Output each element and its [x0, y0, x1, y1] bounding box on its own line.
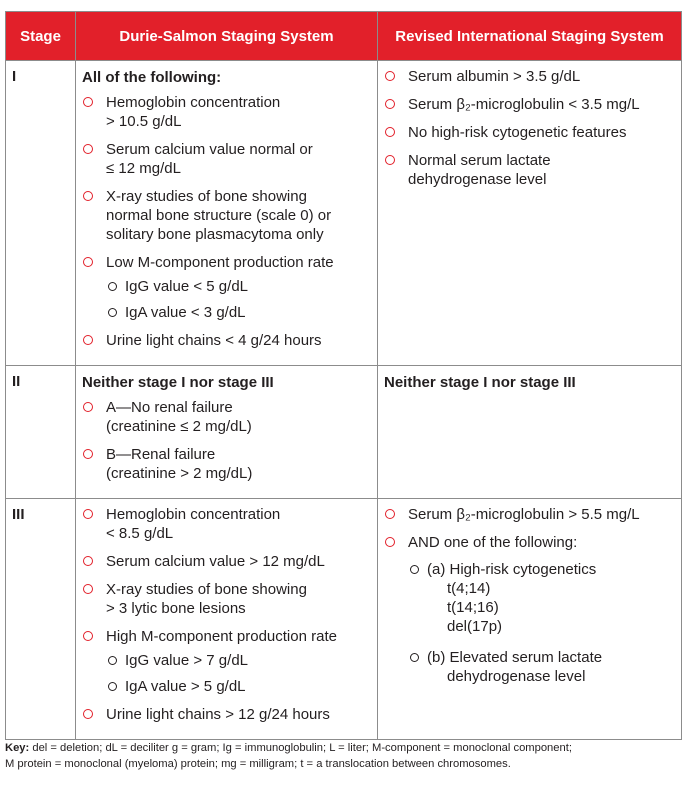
criteria-text: Hemoglobin concentration > 10.5 g/dL — [106, 94, 281, 130]
criteria-item — [384, 533, 675, 686]
red-circle-bullet-icon — [83, 257, 93, 267]
sub-criteria-list — [106, 651, 371, 696]
sub-criteria-text: (a) High-risk cytogenetics — [427, 561, 597, 578]
criteria-text: Urine light chains > 12 g/24 hours — [106, 706, 330, 723]
criteria-text: Low M-component production rate — [106, 254, 334, 271]
riss-cell — [378, 366, 682, 499]
sub-criteria-text: IgA value < 3 g/dL — [125, 304, 246, 321]
sub-criteria-list — [408, 560, 675, 686]
durie-salmon-cell — [76, 366, 378, 499]
red-circle-bullet-icon — [83, 97, 93, 107]
cell-lead: All of the following: — [82, 69, 222, 86]
sub-criteria-line: t(14;16) — [447, 599, 499, 616]
criteria-text: Serum calcium value > 12 mg/dL — [106, 553, 325, 570]
criteria-text: No high-risk cytogenetic features — [408, 124, 627, 141]
criteria-list — [82, 505, 371, 724]
criteria-list — [82, 93, 371, 350]
header-stage: Stage — [6, 12, 76, 61]
criteria-item — [82, 627, 371, 696]
criteria-text: Hemoglobin concentration < 8.5 g/dL — [106, 506, 281, 542]
criteria-item — [82, 705, 371, 724]
red-circle-bullet-icon — [83, 631, 93, 641]
header-riss: Revised International Staging System — [378, 12, 682, 61]
red-circle-bullet-icon — [385, 71, 395, 81]
key-label: Key: — [5, 742, 30, 754]
sub-criteria-item — [106, 677, 371, 696]
stage-label: I — [6, 61, 76, 366]
criteria-item — [82, 187, 371, 244]
criteria-text: X-ray studies of bone showing > 3 lytic bone lesions — [106, 581, 307, 617]
criteria-list — [384, 67, 675, 189]
criteria-item — [82, 93, 371, 131]
stage-label: II — [6, 366, 76, 499]
criteria-text: Normal serum lactate dehydrogenase level — [408, 152, 551, 188]
header-durie-salmon: Durie-Salmon Staging System — [76, 12, 378, 61]
red-circle-bullet-icon — [83, 509, 93, 519]
red-circle-bullet-icon — [83, 709, 93, 719]
staging-table — [5, 11, 682, 740]
red-circle-bullet-icon — [385, 155, 395, 165]
durie-salmon-cell — [76, 61, 378, 366]
header-row — [6, 12, 682, 61]
red-circle-bullet-icon — [83, 335, 93, 345]
sub-criteria-item — [106, 303, 371, 322]
stage-row-3 — [6, 499, 682, 740]
criteria-item — [82, 505, 371, 543]
red-circle-bullet-icon — [385, 537, 395, 547]
circle-bullet-icon — [108, 682, 117, 691]
criteria-text: Serum calcium value normal or ≤ 12 mg/dL — [106, 141, 313, 177]
red-circle-bullet-icon — [83, 144, 93, 154]
sub-criteria-item — [106, 651, 371, 670]
circle-bullet-icon — [108, 656, 117, 665]
sub-criteria-line: t(4;14) — [447, 580, 491, 597]
criteria-text: High M-component production rate — [106, 628, 337, 645]
stage-row-1 — [6, 61, 682, 366]
circle-bullet-icon — [410, 565, 419, 574]
key-text-2: M protein = monoclonal (myeloma) protein; mg = milligram; t = a translocation between chromosomes. — [5, 758, 511, 770]
sub-criteria-text: (b) Elevated serum lactate — [427, 649, 603, 666]
criteria-list — [384, 505, 675, 686]
red-circle-bullet-icon — [83, 402, 93, 412]
criteria-item — [384, 95, 675, 114]
criteria-item — [82, 253, 371, 322]
red-circle-bullet-icon — [385, 99, 395, 109]
criteria-text: Serum β₂-microglobulin < 3.5 mg/L — [408, 96, 640, 113]
sub-criteria-text: IgA value > 5 g/dL — [125, 678, 246, 695]
sub-criteria-list — [106, 277, 371, 322]
circle-bullet-icon — [410, 653, 419, 662]
criteria-item — [82, 140, 371, 178]
criteria-text: A—No renal failure (creatinine ≤ 2 mg/dL) — [106, 399, 252, 435]
sub-criteria-item — [408, 648, 675, 686]
cell-lead: Neither stage I nor stage III — [384, 374, 576, 391]
red-circle-bullet-icon — [385, 127, 395, 137]
criteria-text: X-ray studies of bone showing normal bone structure (scale 0) or solitary bone plasmacytoma only — [106, 188, 332, 243]
criteria-item — [82, 580, 371, 618]
key-text: del = deletion; dL = deciliter g = gram; Ig = immunoglobulin; L = liter; M-component = monoclonal component; — [29, 742, 572, 754]
riss-cell — [378, 61, 682, 366]
criteria-item — [384, 67, 675, 86]
cell-lead: Neither stage I nor stage III — [82, 374, 274, 391]
table-key — [5, 740, 681, 772]
criteria-item — [384, 505, 675, 524]
sub-criteria-text: IgG value < 5 g/dL — [125, 278, 249, 295]
stage-row-2 — [6, 366, 682, 499]
criteria-text: Serum β₂-microglobulin > 5.5 mg/L — [408, 506, 640, 523]
circle-bullet-icon — [108, 308, 117, 317]
criteria-item — [82, 398, 371, 436]
criteria-item — [82, 552, 371, 571]
sub-criteria-item — [106, 277, 371, 296]
red-circle-bullet-icon — [83, 191, 93, 201]
sub-criteria-item — [408, 560, 675, 636]
criteria-item — [82, 331, 371, 350]
stage-label: III — [6, 499, 76, 740]
criteria-text: B—Renal failure (creatinine > 2 mg/dL) — [106, 446, 253, 482]
criteria-text: Serum albumin > 3.5 g/dL — [408, 68, 581, 85]
criteria-item — [384, 123, 675, 142]
durie-salmon-cell — [76, 499, 378, 740]
red-circle-bullet-icon — [83, 449, 93, 459]
sub-criteria-text: IgG value > 7 g/dL — [125, 652, 249, 669]
riss-cell — [378, 499, 682, 740]
criteria-item — [82, 445, 371, 483]
red-circle-bullet-icon — [83, 556, 93, 566]
criteria-list — [82, 398, 371, 483]
red-circle-bullet-icon — [83, 584, 93, 594]
criteria-text: Urine light chains < 4 g/24 hours — [106, 332, 322, 349]
sub-criteria-line: del(17p) — [447, 618, 503, 635]
red-circle-bullet-icon — [385, 509, 395, 519]
criteria-item — [384, 151, 675, 189]
sub-criteria-line: dehydrogenase level — [447, 668, 586, 685]
criteria-text: AND one of the following: — [408, 534, 578, 551]
circle-bullet-icon — [108, 282, 117, 291]
